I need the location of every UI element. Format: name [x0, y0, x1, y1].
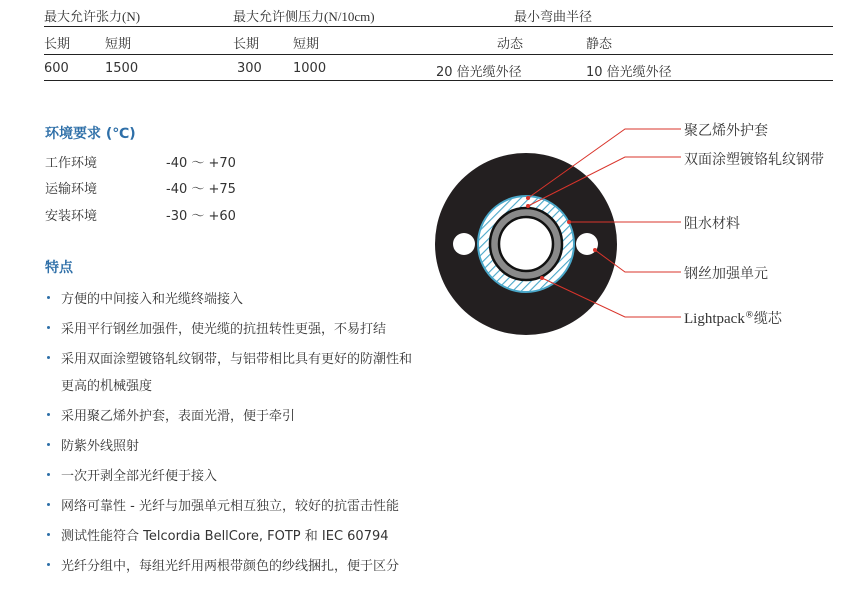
subheader-bend-dynamic: 动态 — [497, 37, 524, 52]
features-title: 特点 — [45, 260, 73, 276]
bullet-dot — [47, 413, 50, 416]
env-label-installation: 安装环境 — [45, 209, 98, 224]
core-tube-inner — [499, 217, 553, 271]
cable-cross-section-diagram — [430, 110, 858, 350]
feature-item: 防紫外线照射 — [61, 439, 140, 454]
bullet-dot — [47, 503, 50, 506]
strength-member-left — [453, 233, 475, 255]
bullet-dot — [47, 473, 50, 476]
env-label-transport: 运输环境 — [45, 182, 98, 197]
feature-item: 测试性能符合 Telcordia BellCore, FOTP 和 IEC 60794 — [61, 529, 389, 544]
registered-mark: ® — [744, 310, 754, 321]
cell-crush-short: 1000 — [293, 61, 327, 76]
subheader-bend-static: 静态 — [586, 37, 613, 52]
env-range-operating: -40 ～ +70 — [166, 156, 236, 171]
bullet-dot — [47, 356, 50, 359]
header-max-crush: 最大允许侧压力(N/10cm) — [233, 9, 375, 24]
label-core-suffix: 缆芯 — [753, 311, 782, 327]
bullet-dot — [47, 326, 50, 329]
label-strength-member: 钢丝加强单元 — [684, 266, 768, 282]
subheader-crush-short: 短期 — [293, 37, 320, 52]
label-lightpack-core — [684, 308, 782, 328]
feature-item: 网络可靠性 - 光纤与加强单元相互独立，较好的抗雷击性能 — [61, 499, 399, 514]
cell-bend-static: 10 倍光缆外径 — [586, 65, 672, 80]
bullet-dot — [47, 533, 50, 536]
subheader-tension-short: 短期 — [105, 37, 132, 52]
subheader-crush-long: 长期 — [233, 37, 260, 52]
env-range-transport: -40 ～ +75 — [166, 182, 236, 197]
label-armor-tape: 双面涂塑镀铬轧纹钢带 — [684, 152, 824, 168]
table-rule-middle — [44, 54, 833, 55]
header-max-tension: 最大允许张力(N) — [44, 9, 141, 24]
feature-item: 光纤分组中，每组光纤用两根带颜色的纱线捆扎，便于区分 — [61, 559, 400, 574]
environment-title: 环境要求 (℃) — [45, 126, 136, 142]
env-label-operating: 工作环境 — [45, 156, 98, 171]
feature-item: 采用聚乙烯外护套，表面光滑，便于牵引 — [61, 409, 296, 424]
feature-item: 方便的中间接入和光缆终端接入 — [61, 292, 244, 307]
cell-bend-dynamic: 20 倍光缆外径 — [436, 65, 522, 80]
bullet-dot — [47, 296, 50, 299]
header-min-bend-radius: 最小弯曲半径 — [514, 10, 593, 25]
subheader-tension-long: 长期 — [44, 37, 71, 52]
table-rule-bottom — [44, 80, 833, 81]
label-core-prefix: Lightpack — [684, 311, 745, 327]
label-pe-jacket: 聚乙烯外护套 — [684, 123, 768, 139]
cell-tension-long: 600 — [44, 61, 69, 76]
feature-item: 一次开剥全部光纤便于接入 — [61, 469, 218, 484]
feature-item: 采用平行钢丝加强件，使光缆的抗扭转性更强，不易打结 — [61, 322, 387, 337]
table-rule-top — [44, 26, 833, 27]
cell-tension-short: 1500 — [105, 61, 139, 76]
bullet-dot — [47, 563, 50, 566]
cell-crush-long: 300 — [237, 61, 262, 76]
bullet-dot — [47, 443, 50, 446]
label-water-blocking: 阻水材料 — [684, 216, 740, 232]
feature-item-continuation: 更高的机械强度 — [61, 379, 153, 394]
env-range-installation: -30 ～ +60 — [166, 209, 236, 224]
feature-item: 采用双面涂塑镀铬轧纹钢带，与铝带相比具有更好的防潮性和 — [61, 352, 413, 367]
